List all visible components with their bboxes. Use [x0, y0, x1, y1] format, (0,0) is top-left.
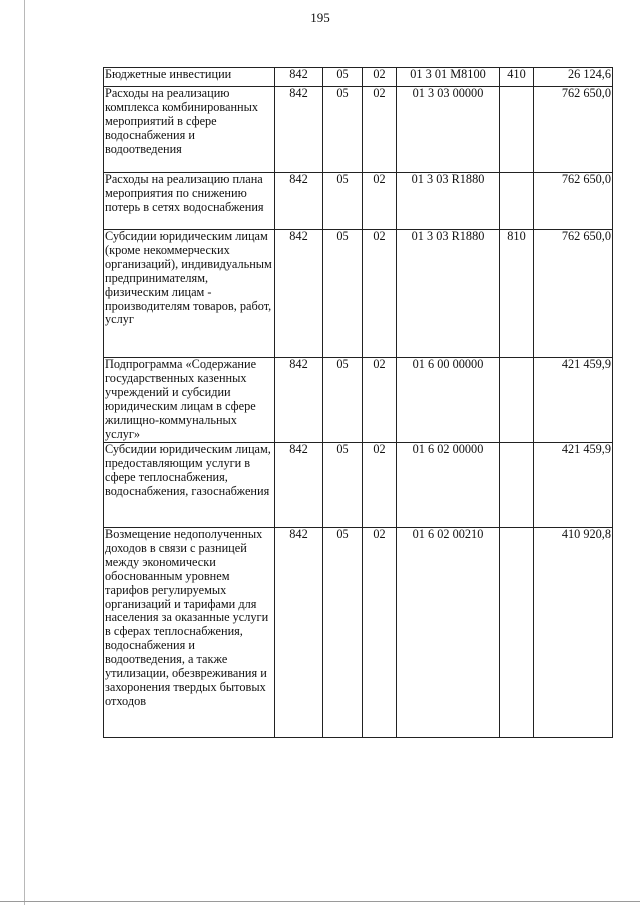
- amount: 762 650,0: [534, 87, 613, 173]
- subsection-code: 02: [363, 528, 397, 738]
- row-name: Подпрограмма «Содержание государственных казенных учреждений и субсидии юридическим лицам в сфере жилищно-коммунальных услуг»: [104, 358, 275, 443]
- expense-type-code: 410: [500, 68, 534, 87]
- expense-type-code: 810: [500, 230, 534, 358]
- section-code: 05: [323, 443, 363, 528]
- ministry-code: 842: [275, 358, 323, 443]
- amount: 421 459,9: [534, 358, 613, 443]
- section-code: 05: [323, 528, 363, 738]
- row-name: Возмещение недополученных доходов в связи с разницей между экономически обоснованным уровнем тарифов регулируемых организаций и тарифами для населения за оказанные услуги в сферах теплоснабжения, водоснабжения и водоотведения, а также утилизации, обезвреживания и захоронения твердых бытовых отходов: [104, 528, 275, 738]
- expense-type-code: [500, 443, 534, 528]
- ministry-code: 842: [275, 173, 323, 230]
- row-name: Расходы на реализацию плана мероприятия по снижению потерь в сетях водоснабжения: [104, 173, 275, 230]
- expense-type-code: [500, 87, 534, 173]
- scan-left-edge: [24, 0, 25, 905]
- target-article-code: 01 3 03 R1880: [397, 230, 500, 358]
- ministry-code: 842: [275, 528, 323, 738]
- ministry-code: 842: [275, 443, 323, 528]
- section-code: 05: [323, 358, 363, 443]
- row-name: Расходы на реализацию комплекса комбинированных мероприятий в сфере водоснабжения и водоотведения: [104, 87, 275, 173]
- subsection-code: 02: [363, 173, 397, 230]
- target-article-code: 01 3 01 M8100: [397, 68, 500, 87]
- section-code: 05: [323, 68, 363, 87]
- row-name: Субсидии юридическим лицам, предоставляющим услуги в сфере теплоснабжения, водоснабжения, газоснабжения: [104, 443, 275, 528]
- subsection-code: 02: [363, 443, 397, 528]
- subsection-code: 02: [363, 358, 397, 443]
- amount: 26 124,6: [534, 68, 613, 87]
- table-row: [104, 87, 613, 173]
- page-number: 195: [310, 10, 330, 25]
- table-row: [104, 443, 613, 528]
- section-code: 05: [323, 230, 363, 358]
- section-code: 05: [323, 87, 363, 173]
- table-row: [104, 68, 613, 87]
- row-name: Субсидии юридическим лицам (кроме некоммерческих организаций), индивидуальным предпринимателям, физическим лицам - производителям товаров, работ, услуг: [104, 230, 275, 358]
- ministry-code: 842: [275, 87, 323, 173]
- amount: 421 459,9: [534, 443, 613, 528]
- expense-type-code: [500, 528, 534, 738]
- amount: 762 650,0: [534, 230, 613, 358]
- row-name: Бюджетные инвестиции: [104, 68, 275, 87]
- table-row: [104, 230, 613, 358]
- target-article-code: 01 3 03 00000: [397, 87, 500, 173]
- scan-bottom-edge: [0, 901, 640, 902]
- target-article-code: 01 6 02 00000: [397, 443, 500, 528]
- expense-type-code: [500, 173, 534, 230]
- expense-type-code: [500, 358, 534, 443]
- section-code: 05: [323, 173, 363, 230]
- subsection-code: 02: [363, 87, 397, 173]
- table-row: [104, 173, 613, 230]
- target-article-code: 01 3 03 R1880: [397, 173, 500, 230]
- table-row: [104, 358, 613, 443]
- table-row: [104, 528, 613, 738]
- target-article-code: 01 6 00 00000: [397, 358, 500, 443]
- budget-table: [103, 67, 613, 738]
- subsection-code: 02: [363, 68, 397, 87]
- target-article-code: 01 6 02 00210: [397, 528, 500, 738]
- amount: 762 650,0: [534, 173, 613, 230]
- amount: 410 920,8: [534, 528, 613, 738]
- ministry-code: 842: [275, 68, 323, 87]
- subsection-code: 02: [363, 230, 397, 358]
- ministry-code: 842: [275, 230, 323, 358]
